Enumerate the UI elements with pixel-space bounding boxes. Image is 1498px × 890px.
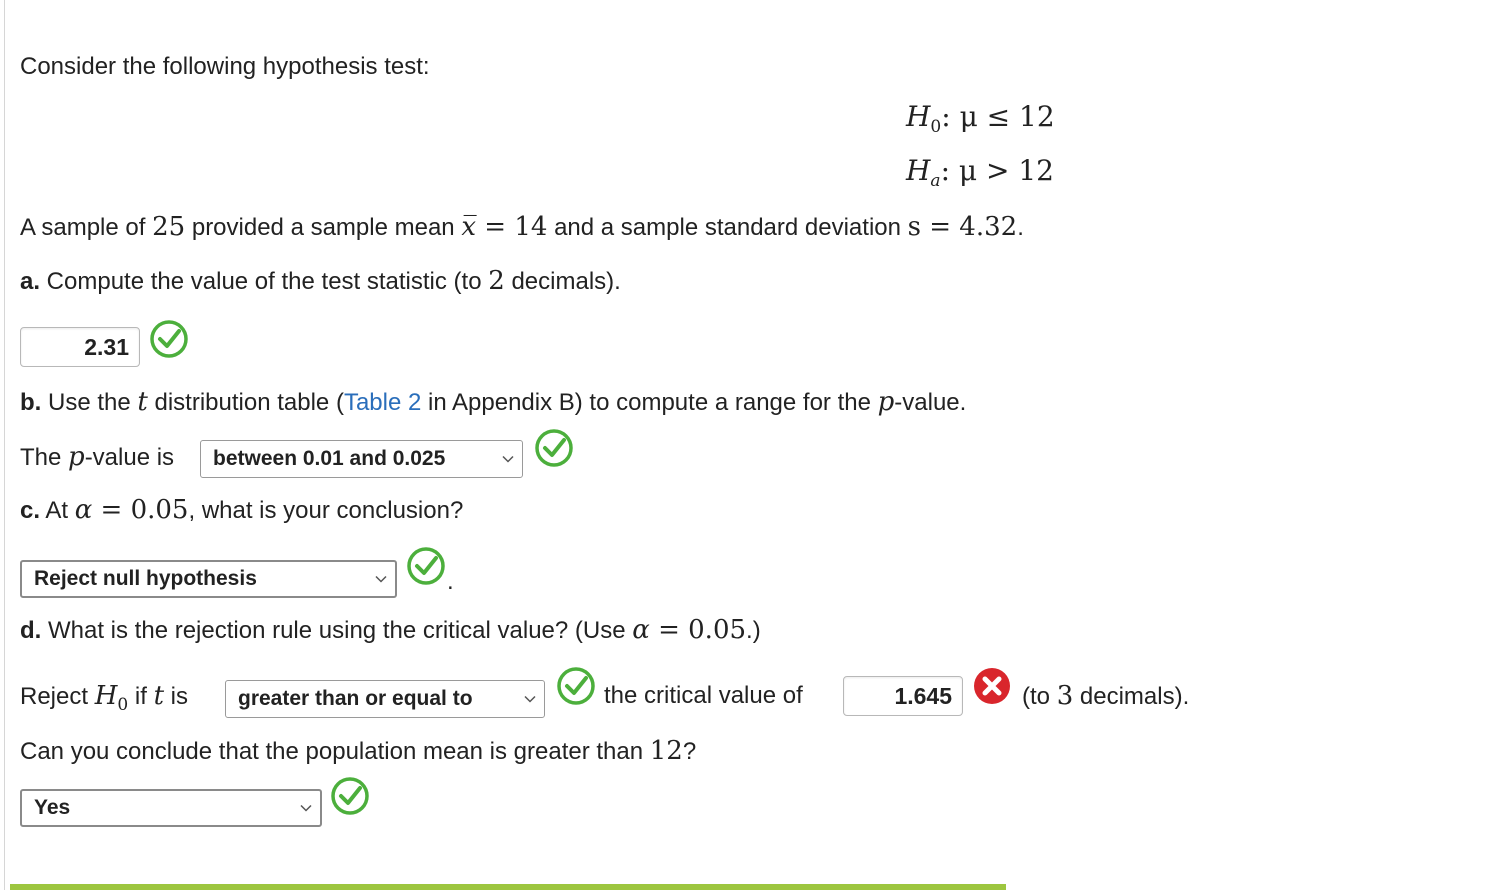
null-hypothesis: $H_0$: μ ≤ 12: [906, 100, 1055, 137]
test-statistic-input[interactable]: 2.31: [20, 327, 140, 367]
rejection-rule-select[interactable]: greater than or equal to: [225, 680, 545, 718]
check-circle-icon: [556, 666, 596, 706]
chevron-down-icon: [502, 453, 514, 465]
part-c-question: c. At α = 0.05, what is your conclusion?: [20, 495, 464, 525]
x-circle-icon: [972, 666, 1012, 706]
critical-value-label: the critical value of: [604, 682, 803, 709]
rejection-rule-prompt: Reject $H_0$ if t is: [20, 681, 189, 715]
alternative-hypothesis: $H_a$: μ > 12: [906, 154, 1054, 191]
table-2-link[interactable]: Table 2: [343, 389, 422, 416]
part-d-question: d. What is the rejection rule using the critical value? (Use α = 0.05.): [20, 615, 761, 645]
check-circle-icon: [406, 546, 446, 586]
decimals-note: (to 3 decimals).: [1022, 681, 1190, 711]
conclude-question: Can you conclude that the population mean is greater than 12?: [20, 736, 697, 766]
chevron-down-icon: [300, 802, 312, 814]
progress-bar: [10, 884, 1006, 890]
check-circle-icon: [149, 319, 189, 359]
intro-text: Consider the following hypothesis test:: [20, 53, 430, 80]
part-a-question: a. Compute the value of the test statistic (to 2 decimals).: [20, 266, 621, 296]
conclusion-select[interactable]: Reject null hypothesis: [20, 560, 397, 598]
part-b-question: b. Use the t distribution table (Table 2 in Appendix B) to compute a range for the p-value.: [20, 387, 967, 417]
chevron-down-icon: [524, 693, 536, 705]
conclude-select[interactable]: Yes: [20, 789, 322, 827]
check-circle-icon: [534, 428, 574, 468]
check-circle-icon: [330, 776, 370, 816]
critical-value-input[interactable]: 1.645: [843, 676, 963, 716]
chevron-down-icon: [375, 573, 387, 585]
left-border: [4, 0, 5, 890]
sample-description: A sample of 25 provided a sample mean x̅ = 14 and a sample standard deviation s = 4.32.: [20, 212, 1024, 242]
part-c-period: .: [447, 568, 454, 595]
p-value-range-select[interactable]: between 0.01 and 0.025: [200, 440, 523, 478]
p-value-prompt: The p-value is: [20, 442, 175, 472]
